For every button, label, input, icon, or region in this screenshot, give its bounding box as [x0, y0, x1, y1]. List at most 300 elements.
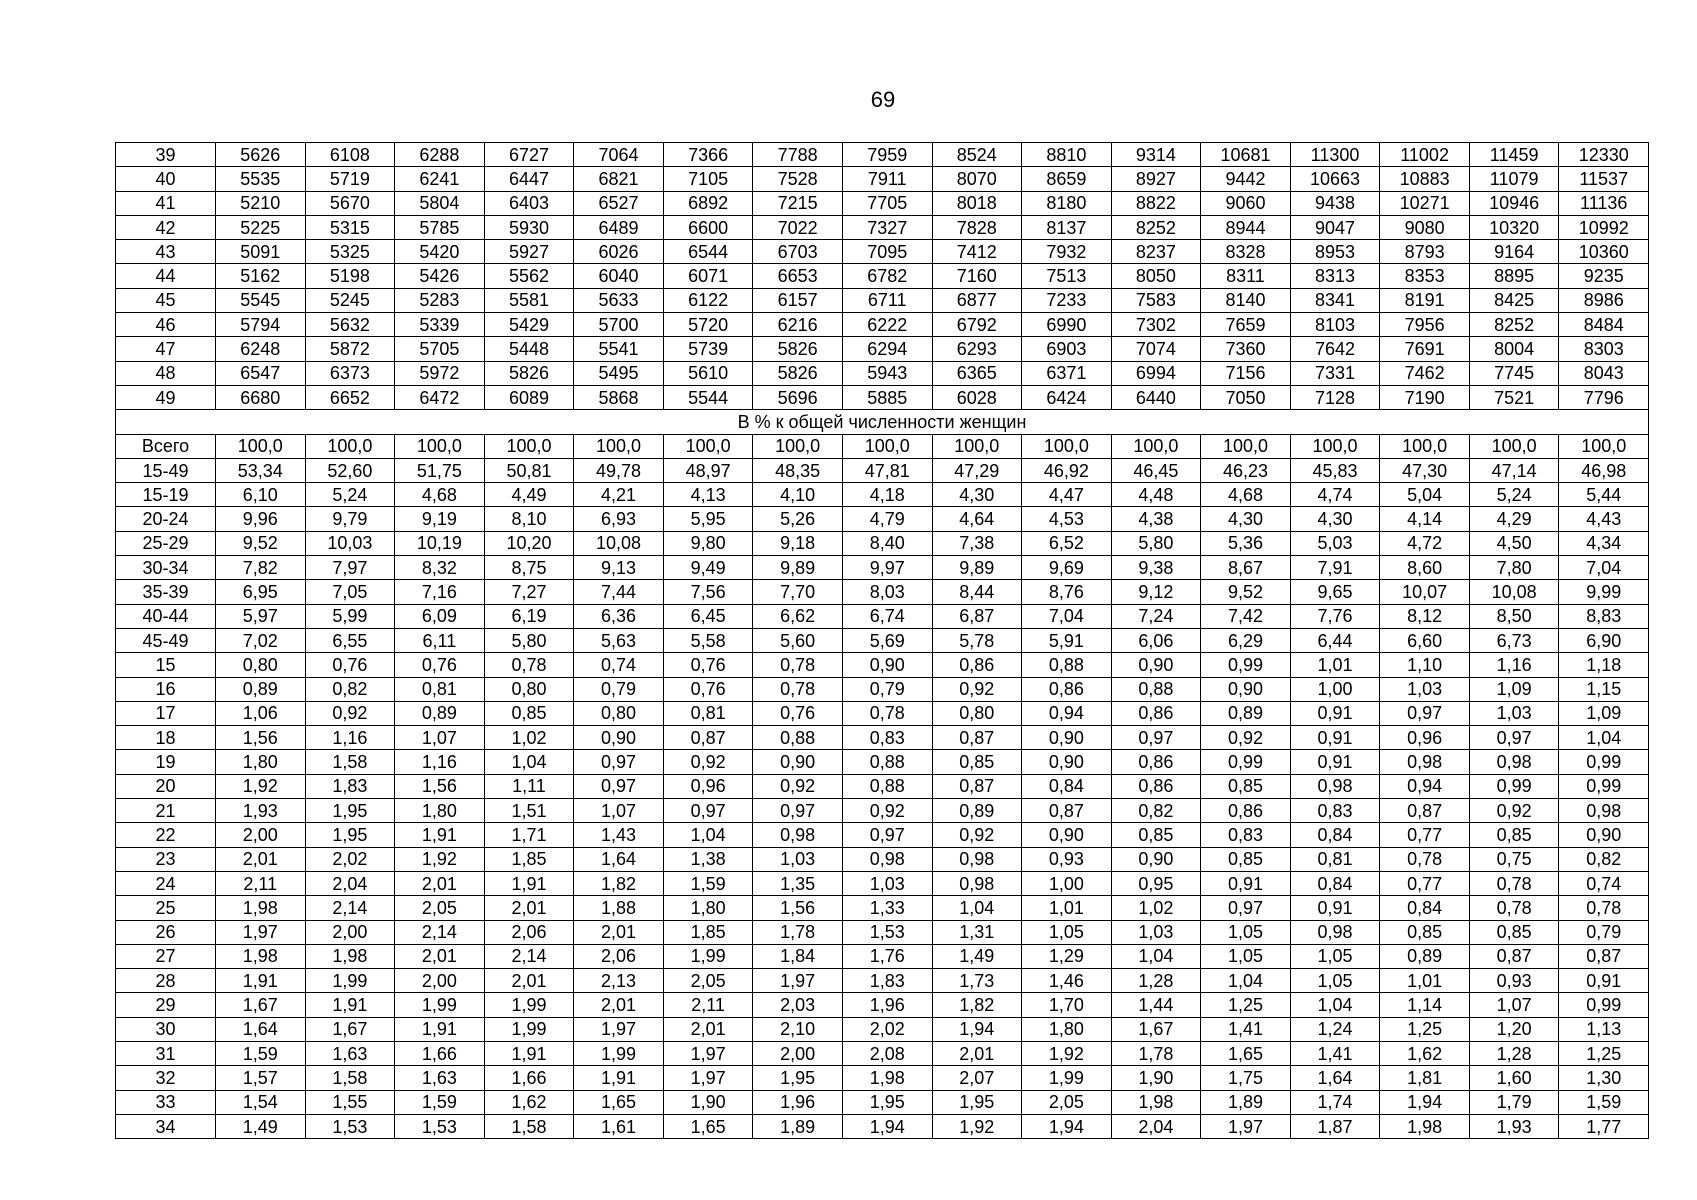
value-cell: 1,14 [1380, 993, 1470, 1017]
value-cell: 2,01 [395, 944, 485, 968]
value-cell: 0,92 [932, 677, 1022, 701]
value-cell: 6365 [932, 361, 1022, 385]
value-cell: 1,75 [1201, 1066, 1291, 1090]
value-cell: 1,89 [1201, 1090, 1291, 1114]
value-cell: 6877 [932, 288, 1022, 312]
value-cell: 7,04 [1022, 604, 1112, 628]
value-cell: 0,90 [1022, 726, 1112, 750]
value-cell: 0,90 [842, 653, 932, 677]
value-cell: 2,01 [484, 969, 574, 993]
value-cell: 0,97 [1201, 896, 1291, 920]
value-cell: 6727 [484, 143, 574, 167]
value-cell: 8341 [1290, 288, 1380, 312]
value-cell: 5610 [663, 361, 753, 385]
value-cell: 1,99 [305, 969, 395, 993]
value-cell: 0,86 [1022, 677, 1112, 701]
value-cell: 1,49 [932, 944, 1022, 968]
value-cell: 6293 [932, 337, 1022, 361]
value-cell: 1,09 [1469, 677, 1559, 701]
value-cell: 4,64 [932, 507, 1022, 531]
value-cell: 9,19 [395, 507, 485, 531]
value-cell: 5,26 [753, 507, 843, 531]
value-cell: 7956 [1380, 313, 1470, 337]
value-cell: 4,30 [1201, 507, 1291, 531]
value-cell: 0,83 [1290, 799, 1380, 823]
value-cell: 1,98 [842, 1066, 932, 1090]
value-cell: 7302 [1111, 313, 1201, 337]
value-cell: 0,98 [1290, 920, 1380, 944]
value-cell: 2,00 [753, 1041, 843, 1065]
table-row [116, 847, 1649, 871]
value-cell: 9,80 [663, 531, 753, 555]
value-cell: 6373 [305, 361, 395, 385]
value-cell: 6040 [574, 264, 664, 288]
table-row [116, 288, 1649, 312]
table-row [116, 604, 1649, 628]
value-cell: 5,58 [663, 628, 753, 652]
value-cell: 2,04 [305, 871, 395, 895]
value-cell: 8252 [1111, 215, 1201, 239]
value-cell: 5,97 [216, 604, 306, 628]
value-cell: 10360 [1559, 240, 1649, 264]
value-cell: 1,67 [305, 1017, 395, 1041]
value-cell: 1,61 [574, 1114, 664, 1138]
value-cell: 0,93 [1469, 969, 1559, 993]
value-cell: 1,83 [305, 774, 395, 798]
value-cell: 1,24 [1290, 1017, 1380, 1041]
value-cell: 8070 [932, 167, 1022, 191]
value-cell: 5,80 [1111, 531, 1201, 555]
table-row [116, 1090, 1649, 1114]
value-cell: 1,25 [1559, 1041, 1649, 1065]
row-label-cell: 47 [116, 337, 216, 361]
value-cell: 1,59 [216, 1041, 306, 1065]
value-cell: 0,97 [574, 750, 664, 774]
value-cell: 5,24 [305, 483, 395, 507]
value-cell: 0,80 [574, 701, 664, 725]
value-cell: 1,30 [1559, 1066, 1649, 1090]
table-row [116, 774, 1649, 798]
value-cell: 2,00 [216, 823, 306, 847]
value-cell: 1,53 [305, 1114, 395, 1138]
row-label-cell: 22 [116, 823, 216, 847]
value-cell: 2,06 [484, 920, 574, 944]
value-cell: 5581 [484, 288, 574, 312]
value-cell: 1,92 [1022, 1041, 1112, 1065]
value-cell: 1,11 [484, 774, 574, 798]
value-cell: 1,91 [484, 1041, 574, 1065]
value-cell: 0,97 [1469, 726, 1559, 750]
value-cell: 5535 [216, 167, 306, 191]
value-cell: 1,97 [753, 969, 843, 993]
table-row [116, 628, 1649, 652]
value-cell: 6792 [932, 313, 1022, 337]
value-cell: 0,87 [663, 726, 753, 750]
table-row [116, 458, 1649, 482]
value-cell: 6782 [842, 264, 932, 288]
value-cell: 0,85 [1380, 920, 1470, 944]
value-cell: 0,76 [753, 701, 843, 725]
value-cell: 7215 [753, 191, 843, 215]
value-cell: 6,06 [1111, 628, 1201, 652]
value-cell: 5,78 [932, 628, 1022, 652]
value-cell: 0,87 [1380, 799, 1470, 823]
value-cell: 2,14 [395, 920, 485, 944]
value-cell: 1,91 [395, 823, 485, 847]
value-cell: 0,99 [1559, 750, 1649, 774]
value-cell: 4,48 [1111, 483, 1201, 507]
row-label-cell: 29 [116, 993, 216, 1017]
value-cell: 7233 [1022, 288, 1112, 312]
value-cell: 8810 [1022, 143, 1112, 167]
table-row [116, 1017, 1649, 1041]
value-cell: 1,41 [1290, 1041, 1380, 1065]
table-row [116, 434, 1649, 458]
value-cell: 7190 [1380, 385, 1470, 409]
value-cell: 1,04 [1201, 969, 1291, 993]
table-row [116, 264, 1649, 288]
value-cell: 4,53 [1022, 507, 1112, 531]
value-cell: 1,64 [574, 847, 664, 871]
value-cell: 11136 [1559, 191, 1649, 215]
value-cell: 0,97 [842, 823, 932, 847]
value-cell: 8822 [1111, 191, 1201, 215]
value-cell: 8018 [932, 191, 1022, 215]
value-cell: 53,34 [216, 458, 306, 482]
value-cell: 6711 [842, 288, 932, 312]
value-cell: 0,74 [1559, 871, 1649, 895]
value-cell: 10663 [1290, 167, 1380, 191]
value-cell: 1,66 [484, 1066, 574, 1090]
value-cell: 1,95 [842, 1090, 932, 1114]
value-cell: 0,85 [1201, 847, 1291, 871]
value-cell: 0,92 [305, 701, 395, 725]
value-cell: 6222 [842, 313, 932, 337]
value-cell: 6122 [663, 288, 753, 312]
value-cell: 1,25 [1380, 1017, 1470, 1041]
value-cell: 4,14 [1380, 507, 1470, 531]
value-cell: 5885 [842, 385, 932, 409]
value-cell: 0,98 [842, 847, 932, 871]
value-cell: 7462 [1380, 361, 1470, 385]
value-cell: 2,11 [663, 993, 753, 1017]
value-cell: 1,57 [216, 1066, 306, 1090]
value-cell: 1,04 [1111, 944, 1201, 968]
value-cell: 8986 [1559, 288, 1649, 312]
value-cell: 6071 [663, 264, 753, 288]
value-cell: 1,04 [484, 750, 574, 774]
value-cell: 1,28 [1111, 969, 1201, 993]
value-cell: 1,79 [1469, 1090, 1559, 1114]
value-cell: 0,91 [1290, 896, 1380, 920]
value-cell: 1,91 [216, 969, 306, 993]
value-cell: 0,82 [305, 677, 395, 701]
value-cell: 1,05 [1290, 969, 1380, 993]
value-cell: 0,95 [1111, 871, 1201, 895]
table-row [116, 215, 1649, 239]
value-cell: 9,97 [842, 556, 932, 580]
row-label-cell: 40-44 [116, 604, 216, 628]
value-cell: 6371 [1022, 361, 1112, 385]
value-cell: 0,91 [1201, 871, 1291, 895]
value-cell: 1,07 [395, 726, 485, 750]
value-cell: 1,97 [663, 1066, 753, 1090]
value-cell: 0,91 [1290, 726, 1380, 750]
value-cell: 0,79 [842, 677, 932, 701]
value-cell: 5245 [305, 288, 395, 312]
value-cell: 1,54 [216, 1090, 306, 1114]
value-cell: 5162 [216, 264, 306, 288]
value-cell: 1,59 [395, 1090, 485, 1114]
value-cell: 1,99 [484, 993, 574, 1017]
row-label-cell: 18 [116, 726, 216, 750]
value-cell: 1,92 [932, 1114, 1022, 1138]
value-cell: 1,00 [1022, 871, 1112, 895]
value-cell: 47,30 [1380, 458, 1470, 482]
value-cell: 7050 [1201, 385, 1291, 409]
value-cell: 9,13 [574, 556, 664, 580]
row-label-cell: 46 [116, 313, 216, 337]
table-row [116, 969, 1649, 993]
table-row [116, 240, 1649, 264]
table-row [116, 920, 1649, 944]
value-cell: 0,83 [842, 726, 932, 750]
value-cell: 1,97 [663, 1041, 753, 1065]
value-cell: 9314 [1111, 143, 1201, 167]
value-cell: 6489 [574, 215, 664, 239]
value-cell: 6,55 [305, 628, 395, 652]
value-cell: 50,81 [484, 458, 574, 482]
value-cell: 7,27 [484, 580, 574, 604]
value-cell: 1,94 [1022, 1114, 1112, 1138]
value-cell: 9060 [1201, 191, 1291, 215]
value-cell: 6,44 [1290, 628, 1380, 652]
value-cell: 1,43 [574, 823, 664, 847]
value-cell: 0,90 [1111, 847, 1201, 871]
value-cell: 1,31 [932, 920, 1022, 944]
value-cell: 0,92 [753, 774, 843, 798]
value-cell: 8,76 [1022, 580, 1112, 604]
value-cell: 6248 [216, 337, 306, 361]
value-cell: 1,05 [1022, 920, 1112, 944]
value-cell: 5,95 [663, 507, 753, 531]
value-cell: 1,09 [1559, 701, 1649, 725]
value-cell: 6294 [842, 337, 932, 361]
value-cell: 6,45 [663, 604, 753, 628]
row-label-cell: 30 [116, 1017, 216, 1041]
row-label-cell: 19 [116, 750, 216, 774]
value-cell: 46,92 [1022, 458, 1112, 482]
value-cell: 6089 [484, 385, 574, 409]
value-cell: 0,94 [1022, 701, 1112, 725]
value-cell: 100,0 [1469, 434, 1559, 458]
value-cell: 10681 [1201, 143, 1291, 167]
value-cell: 0,89 [1380, 944, 1470, 968]
value-cell: 4,10 [753, 483, 843, 507]
value-cell: 1,01 [1380, 969, 1470, 993]
value-cell: 2,05 [663, 969, 753, 993]
value-cell: 7528 [753, 167, 843, 191]
value-cell: 8050 [1111, 264, 1201, 288]
value-cell: 8,12 [1380, 604, 1470, 628]
row-label-cell: 45 [116, 288, 216, 312]
row-label-cell: 49 [116, 385, 216, 409]
value-cell: 1,96 [842, 993, 932, 1017]
value-cell: 5632 [305, 313, 395, 337]
page-number: 69 [870, 87, 896, 112]
value-cell: 4,72 [1380, 531, 1470, 555]
value-cell: 7642 [1290, 337, 1380, 361]
row-label-cell: 16 [116, 677, 216, 701]
table-row [116, 726, 1649, 750]
value-cell: 8,44 [932, 580, 1022, 604]
value-cell: 8043 [1559, 361, 1649, 385]
value-cell: 52,60 [305, 458, 395, 482]
value-cell: 6,90 [1559, 628, 1649, 652]
value-cell: 1,93 [1469, 1114, 1559, 1138]
table-row [116, 385, 1649, 409]
table-row [116, 823, 1649, 847]
value-cell: 7583 [1111, 288, 1201, 312]
value-cell: 1,78 [1111, 1041, 1201, 1065]
value-cell: 8425 [1469, 288, 1559, 312]
value-cell: 8180 [1022, 191, 1112, 215]
value-cell: 8,67 [1201, 556, 1291, 580]
value-cell: 2,06 [574, 944, 664, 968]
value-cell: 4,30 [932, 483, 1022, 507]
value-cell: 6424 [1022, 385, 1112, 409]
value-cell: 1,80 [663, 896, 753, 920]
value-cell: 1,87 [1290, 1114, 1380, 1138]
value-cell: 4,29 [1469, 507, 1559, 531]
value-cell: 5315 [305, 215, 395, 239]
value-cell: 0,88 [753, 726, 843, 750]
section-header: В % к общей численности женщин [116, 410, 1649, 434]
value-cell: 0,80 [484, 677, 574, 701]
value-cell: 4,38 [1111, 507, 1201, 531]
value-cell: 0,79 [574, 677, 664, 701]
value-cell: 0,90 [753, 750, 843, 774]
value-cell: 11537 [1559, 167, 1649, 191]
value-cell: 5927 [484, 240, 574, 264]
value-cell: 2,10 [753, 1017, 843, 1041]
value-cell: 6994 [1111, 361, 1201, 385]
value-cell: 1,80 [395, 799, 485, 823]
value-cell: 8927 [1111, 167, 1201, 191]
value-cell: 1,05 [1290, 944, 1380, 968]
value-cell: 0,90 [1201, 677, 1291, 701]
value-cell: 0,76 [663, 653, 753, 677]
value-cell: 1,03 [842, 871, 932, 895]
value-cell: 7412 [932, 240, 1022, 264]
value-cell: 1,41 [1201, 1017, 1291, 1041]
value-cell: 2,01 [574, 920, 664, 944]
value-cell: 0,82 [1111, 799, 1201, 823]
value-cell: 48,97 [663, 458, 753, 482]
value-cell: 0,78 [484, 653, 574, 677]
row-label-cell: 44 [116, 264, 216, 288]
value-cell: 2,05 [395, 896, 485, 920]
value-cell: 5448 [484, 337, 574, 361]
value-cell: 6652 [305, 385, 395, 409]
value-cell: 46,23 [1201, 458, 1291, 482]
value-cell: 6026 [574, 240, 664, 264]
value-cell: 8237 [1111, 240, 1201, 264]
value-cell: 6108 [305, 143, 395, 167]
value-cell: 0,92 [1201, 726, 1291, 750]
value-cell: 2,01 [663, 1017, 753, 1041]
table-row [116, 896, 1649, 920]
value-cell: 1,95 [305, 823, 395, 847]
value-cell: 4,49 [484, 483, 574, 507]
value-cell: 0,87 [1022, 799, 1112, 823]
value-cell: 9164 [1469, 240, 1559, 264]
value-cell: 5794 [216, 313, 306, 337]
value-cell: 1,56 [216, 726, 306, 750]
row-label-cell: 48 [116, 361, 216, 385]
value-cell: 9,99 [1559, 580, 1649, 604]
value-cell: 5541 [574, 337, 664, 361]
value-cell: 6680 [216, 385, 306, 409]
value-cell: 100,0 [305, 434, 395, 458]
value-cell: 2,14 [484, 944, 574, 968]
value-cell: 9,52 [1201, 580, 1291, 604]
value-cell: 2,13 [574, 969, 664, 993]
value-cell: 6,09 [395, 604, 485, 628]
value-cell: 1,95 [932, 1090, 1022, 1114]
value-cell: 100,0 [663, 434, 753, 458]
value-cell: 1,64 [1290, 1066, 1380, 1090]
value-cell: 2,08 [842, 1041, 932, 1065]
value-cell: 6,73 [1469, 628, 1559, 652]
value-cell: 8,50 [1469, 604, 1559, 628]
value-cell: 1,35 [753, 871, 843, 895]
row-label-cell: 25-29 [116, 531, 216, 555]
value-cell: 0,81 [663, 701, 753, 725]
value-cell: 5225 [216, 215, 306, 239]
value-cell: 4,34 [1559, 531, 1649, 555]
value-cell: 1,04 [663, 823, 753, 847]
value-cell: 8484 [1559, 313, 1649, 337]
value-cell: 5420 [395, 240, 485, 264]
row-label-cell: 33 [116, 1090, 216, 1114]
value-cell: 8191 [1380, 288, 1470, 312]
value-cell: 7366 [663, 143, 753, 167]
value-cell: 1,98 [1380, 1114, 1470, 1138]
value-cell: 2,01 [395, 871, 485, 895]
value-cell: 1,67 [216, 993, 306, 1017]
value-cell: 1,85 [663, 920, 753, 944]
value-cell: 9442 [1201, 167, 1291, 191]
value-cell: 1,97 [1201, 1114, 1291, 1138]
value-cell: 47,81 [842, 458, 932, 482]
row-label-cell: 20-24 [116, 507, 216, 531]
value-cell: 1,55 [305, 1090, 395, 1114]
value-cell: 9047 [1290, 215, 1380, 239]
row-label-cell: Всего [116, 434, 216, 458]
value-cell: 1,04 [932, 896, 1022, 920]
value-cell: 1,88 [574, 896, 664, 920]
value-cell: 1,33 [842, 896, 932, 920]
value-cell: 1,89 [753, 1114, 843, 1138]
value-cell: 8524 [932, 143, 1022, 167]
value-cell: 0,92 [932, 823, 1022, 847]
row-label-cell: 45-49 [116, 628, 216, 652]
row-label-cell: 43 [116, 240, 216, 264]
value-cell: 8311 [1201, 264, 1291, 288]
value-cell: 0,88 [1111, 677, 1201, 701]
table-row [116, 1066, 1649, 1090]
